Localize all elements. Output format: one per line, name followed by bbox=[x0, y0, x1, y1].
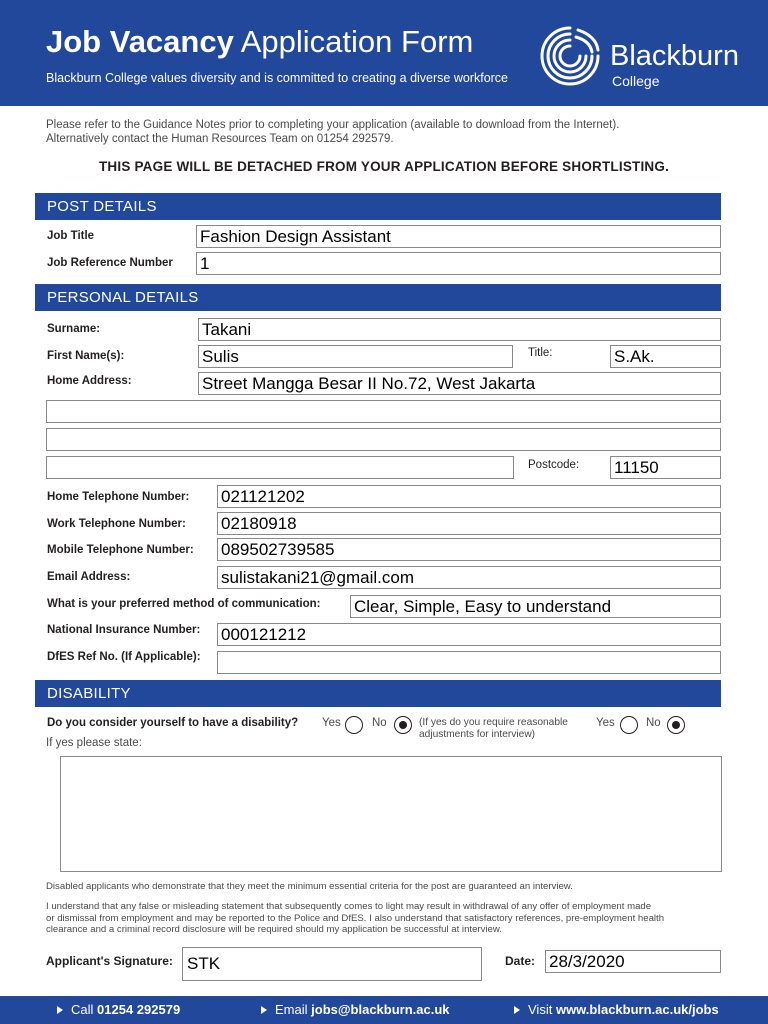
adjustments-no-label: No bbox=[646, 717, 661, 729]
contact-footer bbox=[0, 996, 768, 1024]
declaration-text bbox=[46, 901, 736, 936]
disability-details-textarea[interactable] bbox=[60, 756, 722, 872]
dfes-ref-label: DfES Ref No. (If Applicable): bbox=[47, 651, 201, 663]
mobile-telephone-field[interactable]: 089502739585 bbox=[217, 538, 721, 561]
national-insurance-label: National Insurance Number: bbox=[47, 624, 201, 636]
footer-call-value: 01254 292579 bbox=[97, 1002, 181, 1017]
footer-call[interactable] bbox=[57, 996, 180, 1024]
first-names-label: First Name(s): bbox=[47, 350, 125, 362]
arrow-right-icon bbox=[261, 1006, 267, 1014]
signature-field[interactable]: STK bbox=[182, 947, 482, 981]
guidance-line-2: Alternatively contact the Human Resources Team on 01254 292579. bbox=[46, 133, 394, 145]
adjustments-line-1: (If yes do you require reasonable bbox=[419, 717, 568, 728]
postcode-field[interactable]: 11150 bbox=[610, 456, 721, 479]
arrow-right-icon bbox=[57, 1006, 63, 1014]
declaration-line-3: clearance and a criminal record disclosure will be required should my application be successful at interview. bbox=[46, 924, 502, 935]
guidance-line-1: Please refer to the Guidance Notes prior to completing your application (available to download from the Internet). bbox=[46, 119, 620, 131]
footer-email-value: jobs@blackburn.ac.uk bbox=[311, 1002, 450, 1017]
adjustments-question bbox=[419, 717, 568, 740]
email-label: Email Address: bbox=[47, 571, 131, 583]
date-field[interactable]: 28/3/2020 bbox=[545, 950, 721, 973]
title-label: Title: bbox=[528, 347, 553, 359]
form-title-bold: Job Vacancy bbox=[46, 24, 234, 59]
personal-details-heading: PERSONAL DETAILS bbox=[35, 284, 721, 311]
address-line-2-field[interactable] bbox=[46, 400, 721, 423]
surname-label: Surname: bbox=[47, 323, 101, 335]
disability-no-label: No bbox=[372, 717, 387, 729]
home-address-label: Home Address: bbox=[47, 375, 132, 387]
adjustments-yes-radio[interactable] bbox=[620, 716, 638, 734]
footer-visit[interactable] bbox=[514, 996, 719, 1024]
form-subtitle: Blackburn College values diversity and is committed to creating a diverse workforce bbox=[46, 71, 509, 85]
signature-label: Applicant's Signature: bbox=[46, 954, 173, 968]
dfes-ref-field[interactable] bbox=[217, 651, 721, 674]
work-telephone-label: Work Telephone Number: bbox=[47, 518, 186, 530]
adjustments-line-2: adjustments for interview) bbox=[419, 728, 536, 740]
college-logo-icon bbox=[538, 24, 602, 88]
interview-guarantee-text: Disabled applicants who demonstrate that they meet the minimum essential criteria for the post are guaranteed an interview. bbox=[46, 881, 573, 892]
disability-question: Do you consider yourself to have a disability? bbox=[47, 717, 299, 729]
surname-field[interactable]: Takani bbox=[198, 318, 721, 341]
job-title-field[interactable]: Fashion Design Assistant bbox=[196, 225, 721, 248]
declaration-line-2: or dismissal from employment and may be reported to the Police and DfES. I also understand that satisfactory references, pre-employment health bbox=[46, 912, 665, 924]
date-label: Date: bbox=[505, 954, 536, 968]
arrow-right-icon bbox=[514, 1006, 520, 1014]
mobile-telephone-label: Mobile Telephone Number: bbox=[47, 544, 194, 556]
job-title-label: Job Title bbox=[47, 230, 95, 242]
communication-method-field[interactable]: Clear, Simple, Easy to understand bbox=[350, 595, 721, 618]
form-title-rest: Application Form bbox=[240, 24, 474, 59]
home-telephone-field[interactable]: 021121202 bbox=[217, 485, 721, 508]
address-line-1-field[interactable]: Street Mangga Besar II No.72, West Jakarta bbox=[198, 372, 721, 395]
if-yes-label: If yes please state: bbox=[46, 737, 142, 749]
national-insurance-field[interactable]: 000121212 bbox=[217, 623, 721, 646]
work-telephone-field[interactable]: 02180918 bbox=[217, 512, 721, 535]
form-title bbox=[46, 24, 473, 60]
footer-email[interactable] bbox=[261, 996, 450, 1024]
disability-heading: DISABILITY bbox=[35, 680, 721, 707]
adjustments-no-radio[interactable] bbox=[667, 716, 685, 734]
email-field[interactable]: sulistakani21@gmail.com bbox=[217, 566, 721, 589]
disability-yes-radio[interactable] bbox=[345, 716, 363, 734]
guidance-text bbox=[46, 118, 726, 146]
footer-visit-prefix: Visit bbox=[528, 1002, 553, 1017]
first-names-field[interactable]: Sulis bbox=[198, 345, 513, 368]
post-details-heading: POST DETAILS bbox=[35, 193, 721, 220]
address-line-3-field[interactable] bbox=[46, 428, 721, 451]
home-telephone-label: Home Telephone Number: bbox=[47, 491, 190, 503]
title-field[interactable]: S.Ak. bbox=[610, 345, 721, 368]
footer-email-prefix: Email bbox=[275, 1002, 308, 1017]
detach-notice: THIS PAGE WILL BE DETACHED FROM YOUR APPLICATION BEFORE SHORTLISTING. bbox=[98, 159, 670, 174]
logo-name: Blackburn bbox=[610, 40, 739, 72]
declaration-line-1: I understand that any false or misleading statement that subsequently comes to light may result in withdrawal of any offer of employment made bbox=[46, 901, 652, 912]
job-ref-field[interactable]: 1 bbox=[196, 252, 721, 275]
footer-visit-value: www.blackburn.ac.uk/jobs bbox=[555, 1002, 719, 1017]
disability-no-radio[interactable] bbox=[394, 716, 412, 734]
page-header bbox=[0, 0, 768, 106]
postcode-label: Postcode: bbox=[528, 459, 580, 471]
address-line-4-field[interactable] bbox=[46, 456, 514, 479]
logo-subname: College bbox=[612, 73, 660, 89]
communication-method-label: What is your preferred method of communication: bbox=[47, 598, 321, 610]
adjustments-yes-label: Yes bbox=[596, 717, 615, 729]
job-ref-label: Job Reference Number bbox=[47, 257, 173, 269]
disability-yes-label: Yes bbox=[322, 717, 341, 729]
footer-call-prefix: Call bbox=[71, 1002, 94, 1017]
